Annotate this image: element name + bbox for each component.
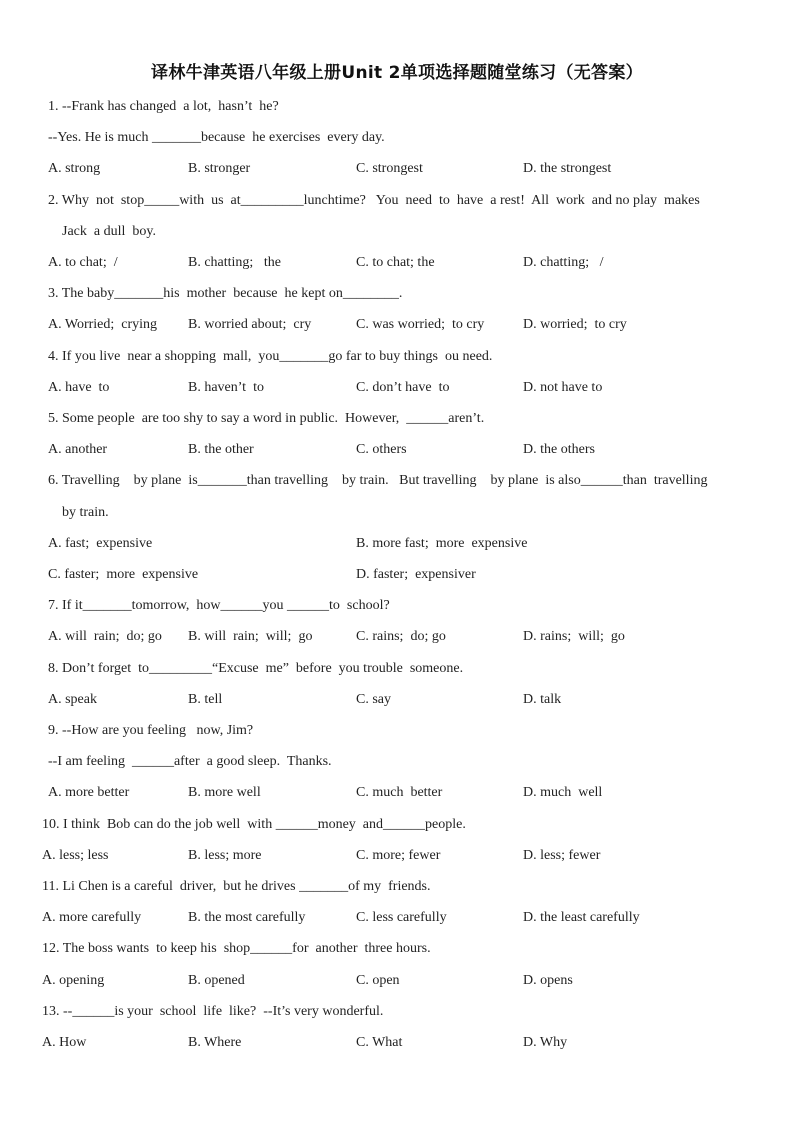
question-3-option-a[interactable]: A. Worried; crying (48, 317, 158, 332)
question-13-option-d[interactable]: D. Why (523, 1035, 568, 1050)
question-8-stem: 8. Don’t forget to_________“Excuse me” before you trouble someone. (48, 661, 464, 676)
question-3-option-d[interactable]: D. worried; to cry (523, 317, 627, 332)
question-8-option-d[interactable]: D. talk (523, 692, 562, 707)
question-10-option-c[interactable]: C. more; fewer (356, 848, 441, 863)
question-2-option-b[interactable]: B. chatting; the (188, 255, 281, 270)
question-6-option-b[interactable]: B. more fast; more expensive (356, 536, 528, 551)
question-9-option-a[interactable]: A. more better (48, 785, 130, 800)
question-3-stem: 3. The baby_______his mother because he kept on________. (48, 286, 403, 301)
question-12-stem: 12. The boss wants to keep his shop______for another three hours. (42, 941, 431, 956)
question-6-option-d[interactable]: D. faster; expensiver (356, 567, 476, 582)
question-11-stem: 11. Li Chen is a careful driver, but he drives _______of my friends. (42, 879, 431, 894)
question-1-option-a[interactable]: A. strong (48, 161, 101, 176)
question-13-option-b[interactable]: B. Where (188, 1035, 242, 1050)
question-7-option-b[interactable]: B. will rain; will; go (188, 629, 313, 644)
question-8-option-b[interactable]: B. tell (188, 692, 223, 707)
question-13-stem: 13. --______is your school life like? --It’s very wonderful. (42, 1004, 384, 1019)
question-3-option-b[interactable]: B. worried about; cry (188, 317, 312, 332)
question-9-option-c[interactable]: C. much better (356, 785, 443, 800)
question-13-option-c[interactable]: C. What (356, 1035, 403, 1050)
question-4-option-c[interactable]: C. don’t have to (356, 380, 450, 395)
question-1-option-b[interactable]: B. stronger (188, 161, 251, 176)
question-2-option-c[interactable]: C. to chat; the (356, 255, 435, 270)
question-6-stem-line-2: by train. (48, 505, 109, 520)
question-12-option-a[interactable]: A. opening (42, 973, 105, 988)
question-10-stem: 10. I think Bob can do the job well with ______money and______people. (42, 817, 466, 832)
question-1-stem: 1. --Frank has changed a lot, hasn’t he? (48, 99, 279, 114)
question-2-stem-line-2: Jack a dull boy. (48, 224, 156, 239)
question-2-option-d[interactable]: D. chatting; / (523, 255, 604, 270)
question-2-stem: 2. Why not stop_____with us at_________lunchtime? You need to have a rest! All work and no play makes (48, 193, 700, 208)
question-1-stem-line-2: --Yes. He is much _______because he exercises every day. (48, 130, 385, 145)
question-6-option-c[interactable]: C. faster; more expensive (48, 567, 199, 582)
question-7-option-a[interactable]: A. will rain; do; go (48, 629, 162, 644)
question-13-option-a[interactable]: A. How (42, 1035, 87, 1050)
question-10-option-a[interactable]: A. less; less (42, 848, 109, 863)
question-4-option-a[interactable]: A. have to (48, 380, 110, 395)
question-8-option-c[interactable]: C. say (356, 692, 391, 707)
question-11-option-b[interactable]: B. the most carefully (188, 910, 306, 925)
question-6-option-a[interactable]: A. fast; expensive (48, 536, 153, 551)
question-9-option-b[interactable]: B. more well (188, 785, 261, 800)
question-4-stem: 4. If you live near a shopping mall, you_______go far to buy things ou need. (48, 349, 493, 364)
question-7-stem: 7. If it_______tomorrow, how______you ______to school? (48, 598, 390, 613)
question-5-option-c[interactable]: C. others (356, 442, 407, 457)
question-12-option-d[interactable]: D. opens (523, 973, 573, 988)
question-5-stem: 5. Some people are too shy to say a word in public. However, ______aren’t. (48, 411, 485, 426)
question-10-option-b[interactable]: B. less; more (188, 848, 262, 863)
question-1-option-c[interactable]: C. strongest (356, 161, 423, 176)
page-title: 译林牛津英语八年级上册Unit 2单项选择题随堂练习（无答案） (151, 63, 643, 83)
question-9-stem-line-2: --I am feeling ______after a good sleep. Thanks. (48, 754, 332, 769)
question-2-option-a[interactable]: A. to chat; / (48, 255, 118, 270)
question-9-stem: 9. --How are you feeling now, Jim? (48, 723, 254, 738)
question-9-option-d[interactable]: D. much well (523, 785, 603, 800)
question-6-stem: 6. Travelling by plane is_______than travelling by train. But travelling by plane is also______than travelling (48, 473, 708, 488)
question-11-option-c[interactable]: C. less carefully (356, 910, 447, 925)
question-3-option-c[interactable]: C. was worried; to cry (356, 317, 485, 332)
question-7-option-d[interactable]: D. rains; will; go (523, 629, 625, 644)
question-12-option-b[interactable]: B. opened (188, 973, 245, 988)
question-11-option-d[interactable]: D. the least carefully (523, 910, 640, 925)
question-10-option-d[interactable]: D. less; fewer (523, 848, 601, 863)
question-5-option-a[interactable]: A. another (48, 442, 108, 457)
question-11-option-a[interactable]: A. more carefully (42, 910, 142, 925)
question-5-option-d[interactable]: D. the others (523, 442, 595, 457)
question-8-option-a[interactable]: A. speak (48, 692, 97, 707)
question-5-option-b[interactable]: B. the other (188, 442, 254, 457)
question-12-option-c[interactable]: C. open (356, 973, 400, 988)
question-4-option-b[interactable]: B. haven’t to (188, 380, 264, 395)
question-7-option-c[interactable]: C. rains; do; go (356, 629, 446, 644)
question-4-option-d[interactable]: D. not have to (523, 380, 603, 395)
question-1-option-d[interactable]: D. the strongest (523, 161, 612, 176)
